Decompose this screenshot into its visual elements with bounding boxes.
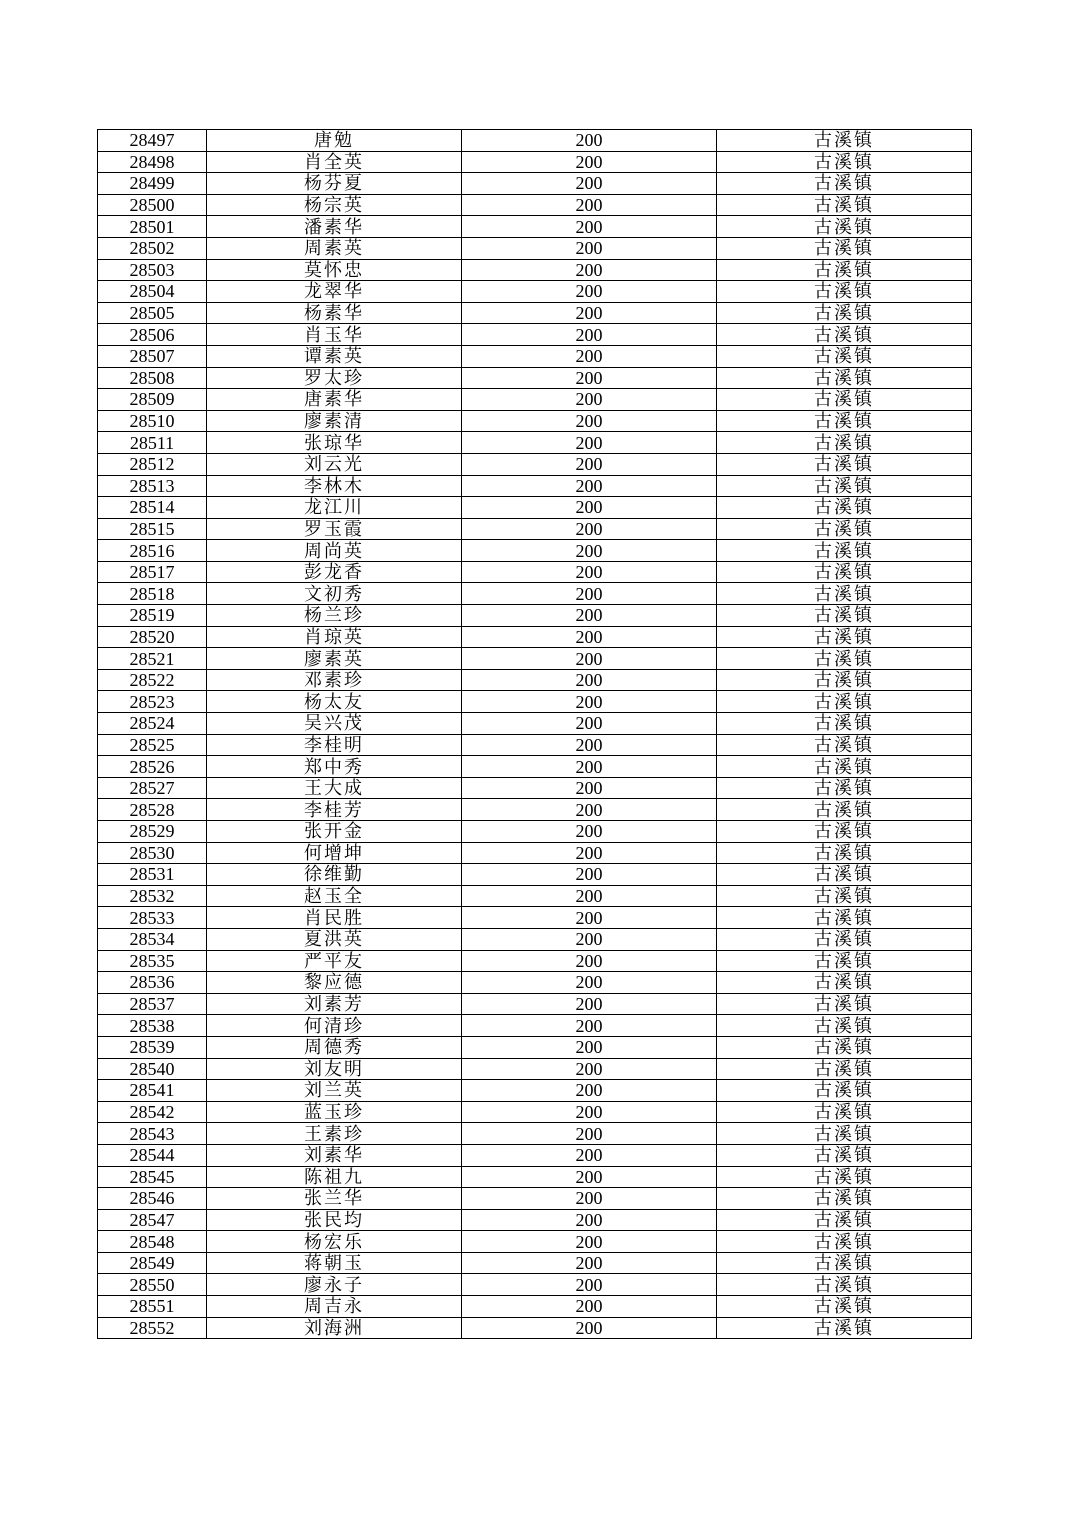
name-cell: 周尚英	[207, 540, 462, 562]
table-row	[98, 453, 972, 475]
table-body	[98, 130, 972, 1339]
amount-cell: 200	[462, 950, 717, 972]
name-cell: 刘素华	[207, 1144, 462, 1166]
table-row	[98, 216, 972, 238]
table-row	[98, 518, 972, 540]
table-row	[98, 799, 972, 821]
table-row	[98, 864, 972, 886]
table-row	[98, 734, 972, 756]
table-row	[98, 1101, 972, 1123]
table-row	[98, 821, 972, 843]
amount-cell: 200	[462, 173, 717, 195]
table-row	[98, 691, 972, 713]
serial-number-cell: 28497	[98, 130, 207, 152]
town-cell: 古溪镇	[717, 367, 972, 389]
town-cell: 古溪镇	[717, 345, 972, 367]
name-cell: 吴兴茂	[207, 713, 462, 735]
name-cell: 唐勉	[207, 130, 462, 152]
table-row	[98, 1166, 972, 1188]
serial-number-cell: 28538	[98, 1015, 207, 1037]
town-cell: 古溪镇	[717, 799, 972, 821]
table-row	[98, 993, 972, 1015]
amount-cell: 200	[462, 259, 717, 281]
amount-cell: 200	[462, 1015, 717, 1037]
table-row	[98, 972, 972, 994]
name-cell: 李林木	[207, 475, 462, 497]
town-cell: 古溪镇	[717, 691, 972, 713]
amount-cell: 200	[462, 475, 717, 497]
serial-number-cell: 28498	[98, 151, 207, 173]
town-cell: 古溪镇	[717, 972, 972, 994]
name-cell: 杨兰珍	[207, 605, 462, 627]
table-row	[98, 130, 972, 152]
town-cell: 古溪镇	[717, 1101, 972, 1123]
serial-number-cell: 28531	[98, 864, 207, 886]
town-cell: 古溪镇	[717, 432, 972, 454]
serial-number-cell: 28516	[98, 540, 207, 562]
town-cell: 古溪镇	[717, 583, 972, 605]
serial-number-cell: 28544	[98, 1144, 207, 1166]
amount-cell: 200	[462, 1166, 717, 1188]
amount-cell: 200	[462, 324, 717, 346]
amount-cell: 200	[462, 561, 717, 583]
table-row	[98, 950, 972, 972]
serial-number-cell: 28510	[98, 410, 207, 432]
serial-number-cell: 28548	[98, 1231, 207, 1253]
table-row	[98, 1317, 972, 1339]
town-cell: 古溪镇	[717, 194, 972, 216]
table-row	[98, 583, 972, 605]
table-row	[98, 885, 972, 907]
name-cell: 龙翠华	[207, 281, 462, 303]
serial-number-cell: 28539	[98, 1036, 207, 1058]
serial-number-cell: 28513	[98, 475, 207, 497]
serial-number-cell: 28541	[98, 1080, 207, 1102]
amount-cell: 200	[462, 130, 717, 152]
town-cell: 古溪镇	[717, 475, 972, 497]
serial-number-cell: 28520	[98, 626, 207, 648]
name-cell: 蒋朝玉	[207, 1252, 462, 1274]
town-cell: 古溪镇	[717, 1144, 972, 1166]
table-row	[98, 389, 972, 411]
name-cell: 何清珍	[207, 1015, 462, 1037]
town-cell: 古溪镇	[717, 151, 972, 173]
amount-cell: 200	[462, 972, 717, 994]
name-cell: 张开金	[207, 821, 462, 843]
name-cell: 郑中秀	[207, 756, 462, 778]
town-cell: 古溪镇	[717, 1123, 972, 1145]
amount-cell: 200	[462, 1296, 717, 1318]
amount-cell: 200	[462, 389, 717, 411]
amount-cell: 200	[462, 1317, 717, 1339]
amount-cell: 200	[462, 993, 717, 1015]
town-cell: 古溪镇	[717, 907, 972, 929]
table-row	[98, 497, 972, 519]
name-cell: 刘素芳	[207, 993, 462, 1015]
name-cell: 张兰华	[207, 1188, 462, 1210]
serial-number-cell: 28535	[98, 950, 207, 972]
table-row	[98, 1188, 972, 1210]
table-row	[98, 561, 972, 583]
town-cell: 古溪镇	[717, 648, 972, 670]
amount-cell: 200	[462, 907, 717, 929]
serial-number-cell: 28532	[98, 885, 207, 907]
name-cell: 严平友	[207, 950, 462, 972]
table-row	[98, 1058, 972, 1080]
name-cell: 罗太珍	[207, 367, 462, 389]
town-cell: 古溪镇	[717, 389, 972, 411]
name-cell: 刘云光	[207, 453, 462, 475]
town-cell: 古溪镇	[717, 713, 972, 735]
name-cell: 彭龙香	[207, 561, 462, 583]
name-cell: 夏洪英	[207, 928, 462, 950]
amount-cell: 200	[462, 216, 717, 238]
table-row	[98, 626, 972, 648]
table-row	[98, 259, 972, 281]
amount-cell: 200	[462, 605, 717, 627]
name-cell: 龙江川	[207, 497, 462, 519]
serial-number-cell: 28499	[98, 173, 207, 195]
town-cell: 古溪镇	[717, 1015, 972, 1037]
serial-number-cell: 28530	[98, 842, 207, 864]
name-cell: 邓素珍	[207, 669, 462, 691]
town-cell: 古溪镇	[717, 950, 972, 972]
town-cell: 古溪镇	[717, 864, 972, 886]
amount-cell: 200	[462, 1101, 717, 1123]
town-cell: 古溪镇	[717, 453, 972, 475]
table-row	[98, 1036, 972, 1058]
name-cell: 刘兰英	[207, 1080, 462, 1102]
serial-number-cell: 28546	[98, 1188, 207, 1210]
serial-number-cell: 28536	[98, 972, 207, 994]
amount-cell: 200	[462, 1058, 717, 1080]
name-cell: 唐素华	[207, 389, 462, 411]
name-cell: 周德秀	[207, 1036, 462, 1058]
serial-number-cell: 28545	[98, 1166, 207, 1188]
amount-cell: 200	[462, 194, 717, 216]
serial-number-cell: 28503	[98, 259, 207, 281]
serial-number-cell: 28501	[98, 216, 207, 238]
town-cell: 古溪镇	[717, 410, 972, 432]
name-cell: 谭素英	[207, 345, 462, 367]
town-cell: 古溪镇	[717, 216, 972, 238]
town-cell: 古溪镇	[717, 1317, 972, 1339]
table-row	[98, 432, 972, 454]
name-cell: 周吉永	[207, 1296, 462, 1318]
name-cell: 廖素英	[207, 648, 462, 670]
table-row	[98, 1296, 972, 1318]
serial-number-cell: 28526	[98, 756, 207, 778]
town-cell: 古溪镇	[717, 497, 972, 519]
town-cell: 古溪镇	[717, 237, 972, 259]
town-cell: 古溪镇	[717, 1252, 972, 1274]
serial-number-cell: 28534	[98, 928, 207, 950]
table-row	[98, 648, 972, 670]
name-cell: 廖素清	[207, 410, 462, 432]
town-cell: 古溪镇	[717, 173, 972, 195]
amount-cell: 200	[462, 713, 717, 735]
name-cell: 潘素华	[207, 216, 462, 238]
town-cell: 古溪镇	[717, 842, 972, 864]
table-row	[98, 1080, 972, 1102]
serial-number-cell: 28540	[98, 1058, 207, 1080]
amount-cell: 200	[462, 151, 717, 173]
name-cell: 杨太友	[207, 691, 462, 713]
name-cell: 周素英	[207, 237, 462, 259]
serial-number-cell: 28512	[98, 453, 207, 475]
name-cell: 文初秀	[207, 583, 462, 605]
table-row	[98, 777, 972, 799]
serial-number-cell: 28524	[98, 713, 207, 735]
table-row	[98, 367, 972, 389]
table-row	[98, 1252, 972, 1274]
town-cell: 古溪镇	[717, 1058, 972, 1080]
town-cell: 古溪镇	[717, 1231, 972, 1253]
amount-cell: 200	[462, 885, 717, 907]
table-row	[98, 605, 972, 627]
table-row	[98, 540, 972, 562]
town-cell: 古溪镇	[717, 1296, 972, 1318]
town-cell: 古溪镇	[717, 626, 972, 648]
amount-cell: 200	[462, 583, 717, 605]
serial-number-cell: 28533	[98, 907, 207, 929]
amount-cell: 200	[462, 1209, 717, 1231]
table-row	[98, 1144, 972, 1166]
serial-number-cell: 28508	[98, 367, 207, 389]
table-row	[98, 842, 972, 864]
town-cell: 古溪镇	[717, 756, 972, 778]
amount-cell: 200	[462, 648, 717, 670]
name-cell: 何增坤	[207, 842, 462, 864]
town-cell: 古溪镇	[717, 777, 972, 799]
table-row	[98, 1123, 972, 1145]
serial-number-cell: 28552	[98, 1317, 207, 1339]
amount-cell: 200	[462, 626, 717, 648]
name-cell: 赵玉全	[207, 885, 462, 907]
amount-cell: 200	[462, 410, 717, 432]
name-cell: 徐维勤	[207, 864, 462, 886]
serial-number-cell: 28523	[98, 691, 207, 713]
name-cell: 陈祖九	[207, 1166, 462, 1188]
table-row	[98, 302, 972, 324]
serial-number-cell: 28547	[98, 1209, 207, 1231]
amount-cell: 200	[462, 1123, 717, 1145]
amount-cell: 200	[462, 669, 717, 691]
serial-number-cell: 28527	[98, 777, 207, 799]
serial-number-cell: 28521	[98, 648, 207, 670]
serial-number-cell: 28551	[98, 1296, 207, 1318]
table-row	[98, 194, 972, 216]
town-cell: 古溪镇	[717, 281, 972, 303]
name-cell: 廖永子	[207, 1274, 462, 1296]
town-cell: 古溪镇	[717, 302, 972, 324]
amount-cell: 200	[462, 302, 717, 324]
amount-cell: 200	[462, 1252, 717, 1274]
table-row	[98, 713, 972, 735]
serial-number-cell: 28522	[98, 669, 207, 691]
name-cell: 李桂芳	[207, 799, 462, 821]
serial-number-cell: 28543	[98, 1123, 207, 1145]
town-cell: 古溪镇	[717, 518, 972, 540]
amount-cell: 200	[462, 518, 717, 540]
amount-cell: 200	[462, 1188, 717, 1210]
table-row	[98, 237, 972, 259]
serial-number-cell: 28505	[98, 302, 207, 324]
serial-number-cell: 28549	[98, 1252, 207, 1274]
amount-cell: 200	[462, 281, 717, 303]
amount-cell: 200	[462, 864, 717, 886]
name-cell: 张民均	[207, 1209, 462, 1231]
amount-cell: 200	[462, 367, 717, 389]
table-row	[98, 1274, 972, 1296]
serial-number-cell: 28529	[98, 821, 207, 843]
name-cell: 杨素华	[207, 302, 462, 324]
amount-cell: 200	[462, 237, 717, 259]
serial-number-cell: 28518	[98, 583, 207, 605]
name-cell: 黎应德	[207, 972, 462, 994]
serial-number-cell: 28506	[98, 324, 207, 346]
serial-number-cell: 28507	[98, 345, 207, 367]
serial-number-cell: 28519	[98, 605, 207, 627]
town-cell: 古溪镇	[717, 1036, 972, 1058]
town-cell: 古溪镇	[717, 821, 972, 843]
town-cell: 古溪镇	[717, 993, 972, 1015]
town-cell: 古溪镇	[717, 1080, 972, 1102]
name-cell: 蓝玉珍	[207, 1101, 462, 1123]
table-row	[98, 345, 972, 367]
amount-cell: 200	[462, 345, 717, 367]
town-cell: 古溪镇	[717, 605, 972, 627]
name-cell: 杨芬夏	[207, 173, 462, 195]
amount-cell: 200	[462, 540, 717, 562]
serial-number-cell: 28542	[98, 1101, 207, 1123]
name-cell: 肖民胜	[207, 907, 462, 929]
amount-cell: 200	[462, 1144, 717, 1166]
town-cell: 古溪镇	[717, 561, 972, 583]
table-row	[98, 1015, 972, 1037]
town-cell: 古溪镇	[717, 669, 972, 691]
table-row	[98, 669, 972, 691]
serial-number-cell: 28502	[98, 237, 207, 259]
amount-cell: 200	[462, 842, 717, 864]
town-cell: 古溪镇	[717, 1188, 972, 1210]
town-cell: 古溪镇	[717, 1274, 972, 1296]
name-cell: 莫怀忠	[207, 259, 462, 281]
table-row	[98, 151, 972, 173]
table-row	[98, 475, 972, 497]
table-row	[98, 173, 972, 195]
amount-cell: 200	[462, 453, 717, 475]
serial-number-cell: 28517	[98, 561, 207, 583]
town-cell: 古溪镇	[717, 885, 972, 907]
serial-number-cell: 28500	[98, 194, 207, 216]
serial-number-cell: 28525	[98, 734, 207, 756]
table-row	[98, 410, 972, 432]
name-cell: 张琼华	[207, 432, 462, 454]
name-cell: 肖全英	[207, 151, 462, 173]
table-row	[98, 324, 972, 346]
table-row	[98, 907, 972, 929]
amount-cell: 200	[462, 756, 717, 778]
name-cell: 李桂明	[207, 734, 462, 756]
name-cell: 王大成	[207, 777, 462, 799]
amount-cell: 200	[462, 1080, 717, 1102]
amount-cell: 200	[462, 777, 717, 799]
amount-cell: 200	[462, 691, 717, 713]
amount-cell: 200	[462, 821, 717, 843]
table-row	[98, 1231, 972, 1253]
name-cell: 罗玉霞	[207, 518, 462, 540]
amount-cell: 200	[462, 928, 717, 950]
table-row	[98, 281, 972, 303]
town-cell: 古溪镇	[717, 324, 972, 346]
amount-cell: 200	[462, 1036, 717, 1058]
town-cell: 古溪镇	[717, 259, 972, 281]
name-cell: 刘友明	[207, 1058, 462, 1080]
town-cell: 古溪镇	[717, 734, 972, 756]
serial-number-cell: 28504	[98, 281, 207, 303]
town-cell: 古溪镇	[717, 928, 972, 950]
town-cell: 古溪镇	[717, 1209, 972, 1231]
serial-number-cell: 28537	[98, 993, 207, 1015]
serial-number-cell: 28550	[98, 1274, 207, 1296]
amount-cell: 200	[462, 432, 717, 454]
subsidy-table	[97, 129, 972, 1339]
town-cell: 古溪镇	[717, 130, 972, 152]
amount-cell: 200	[462, 1231, 717, 1253]
amount-cell: 200	[462, 799, 717, 821]
table-row	[98, 928, 972, 950]
town-cell: 古溪镇	[717, 1166, 972, 1188]
town-cell: 古溪镇	[717, 540, 972, 562]
amount-cell: 200	[462, 1274, 717, 1296]
serial-number-cell: 28528	[98, 799, 207, 821]
serial-number-cell: 28509	[98, 389, 207, 411]
serial-number-cell: 28511	[98, 432, 207, 454]
name-cell: 肖琼英	[207, 626, 462, 648]
amount-cell: 200	[462, 497, 717, 519]
name-cell: 刘海洲	[207, 1317, 462, 1339]
amount-cell: 200	[462, 734, 717, 756]
table-row	[98, 756, 972, 778]
name-cell: 肖玉华	[207, 324, 462, 346]
name-cell: 杨宗英	[207, 194, 462, 216]
serial-number-cell: 28514	[98, 497, 207, 519]
serial-number-cell: 28515	[98, 518, 207, 540]
table-row	[98, 1209, 972, 1231]
name-cell: 杨宏乐	[207, 1231, 462, 1253]
name-cell: 王素珍	[207, 1123, 462, 1145]
